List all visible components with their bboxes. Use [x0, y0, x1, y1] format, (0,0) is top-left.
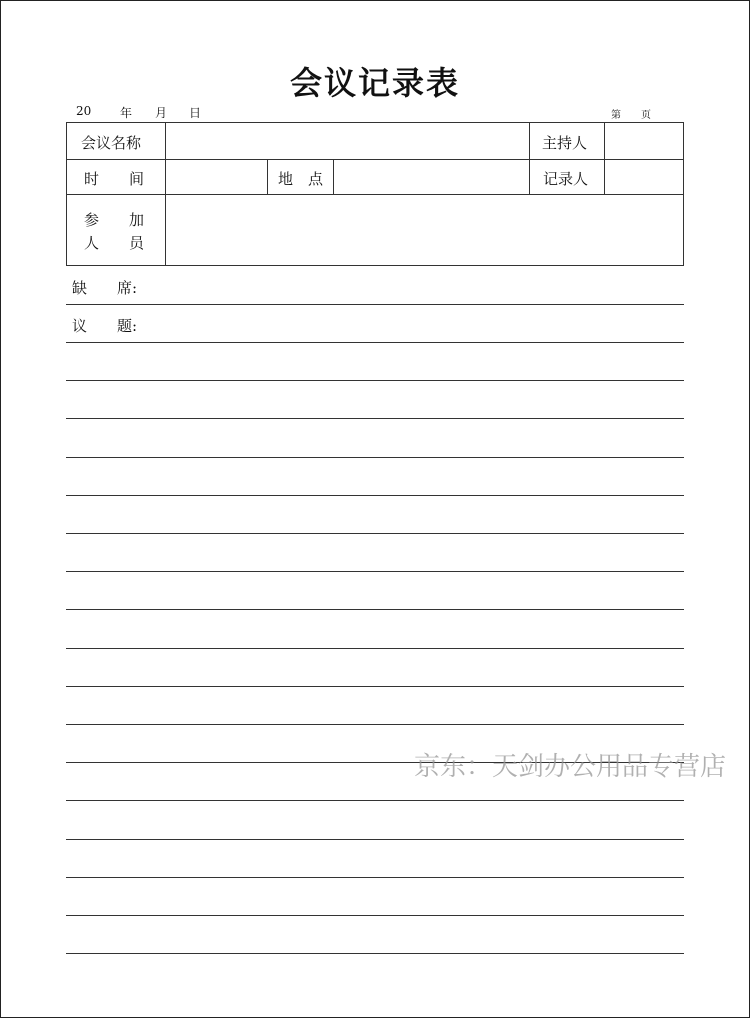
participants-label-line1: 参 加	[84, 211, 145, 229]
ruled-line	[66, 342, 684, 343]
table-row-divider	[67, 194, 683, 195]
ruled-line	[66, 648, 684, 649]
ruled-line	[66, 609, 684, 610]
day-label: 日	[189, 106, 202, 120]
ruled-line	[66, 418, 684, 419]
table-col-divider	[333, 159, 334, 194]
ruled-line	[66, 686, 684, 687]
meeting-info-table	[66, 122, 684, 266]
ruled-line	[66, 380, 684, 381]
location-label: 地 点	[278, 170, 324, 188]
table-col-divider	[529, 123, 530, 194]
ruled-line	[66, 571, 684, 572]
host-label: 主持人	[542, 134, 588, 152]
ruled-line	[66, 800, 684, 801]
ruled-line	[66, 304, 684, 305]
year-prefix: 20	[76, 104, 92, 118]
time-label: 时 间	[84, 170, 145, 188]
ruled-line	[66, 877, 684, 878]
month-label: 月	[155, 106, 168, 120]
topic-label: 议 题:	[72, 317, 138, 335]
ruled-line	[66, 457, 684, 458]
ruled-line	[66, 915, 684, 916]
form-title: 会议记录表	[289, 64, 460, 102]
recorder-label: 记录人	[543, 170, 589, 188]
meeting-name-label: 会议名称	[81, 134, 142, 152]
participants-label-line2: 人 员	[84, 234, 145, 252]
page-prefix: 第	[611, 110, 621, 121]
page-suffix: 页	[641, 110, 651, 121]
ruled-line	[66, 953, 684, 954]
table-col-divider	[267, 159, 268, 194]
store-watermark: 京东：天剑办公用品专营店	[414, 752, 727, 782]
table-col-divider	[165, 123, 166, 265]
ruled-line	[66, 839, 684, 840]
table-row-divider	[67, 159, 683, 160]
absent-label: 缺 席:	[72, 279, 138, 297]
ruled-line	[66, 495, 684, 496]
table-col-divider	[604, 123, 605, 194]
ruled-line	[66, 724, 684, 725]
ruled-line	[66, 533, 684, 534]
year-label: 年	[120, 106, 133, 120]
